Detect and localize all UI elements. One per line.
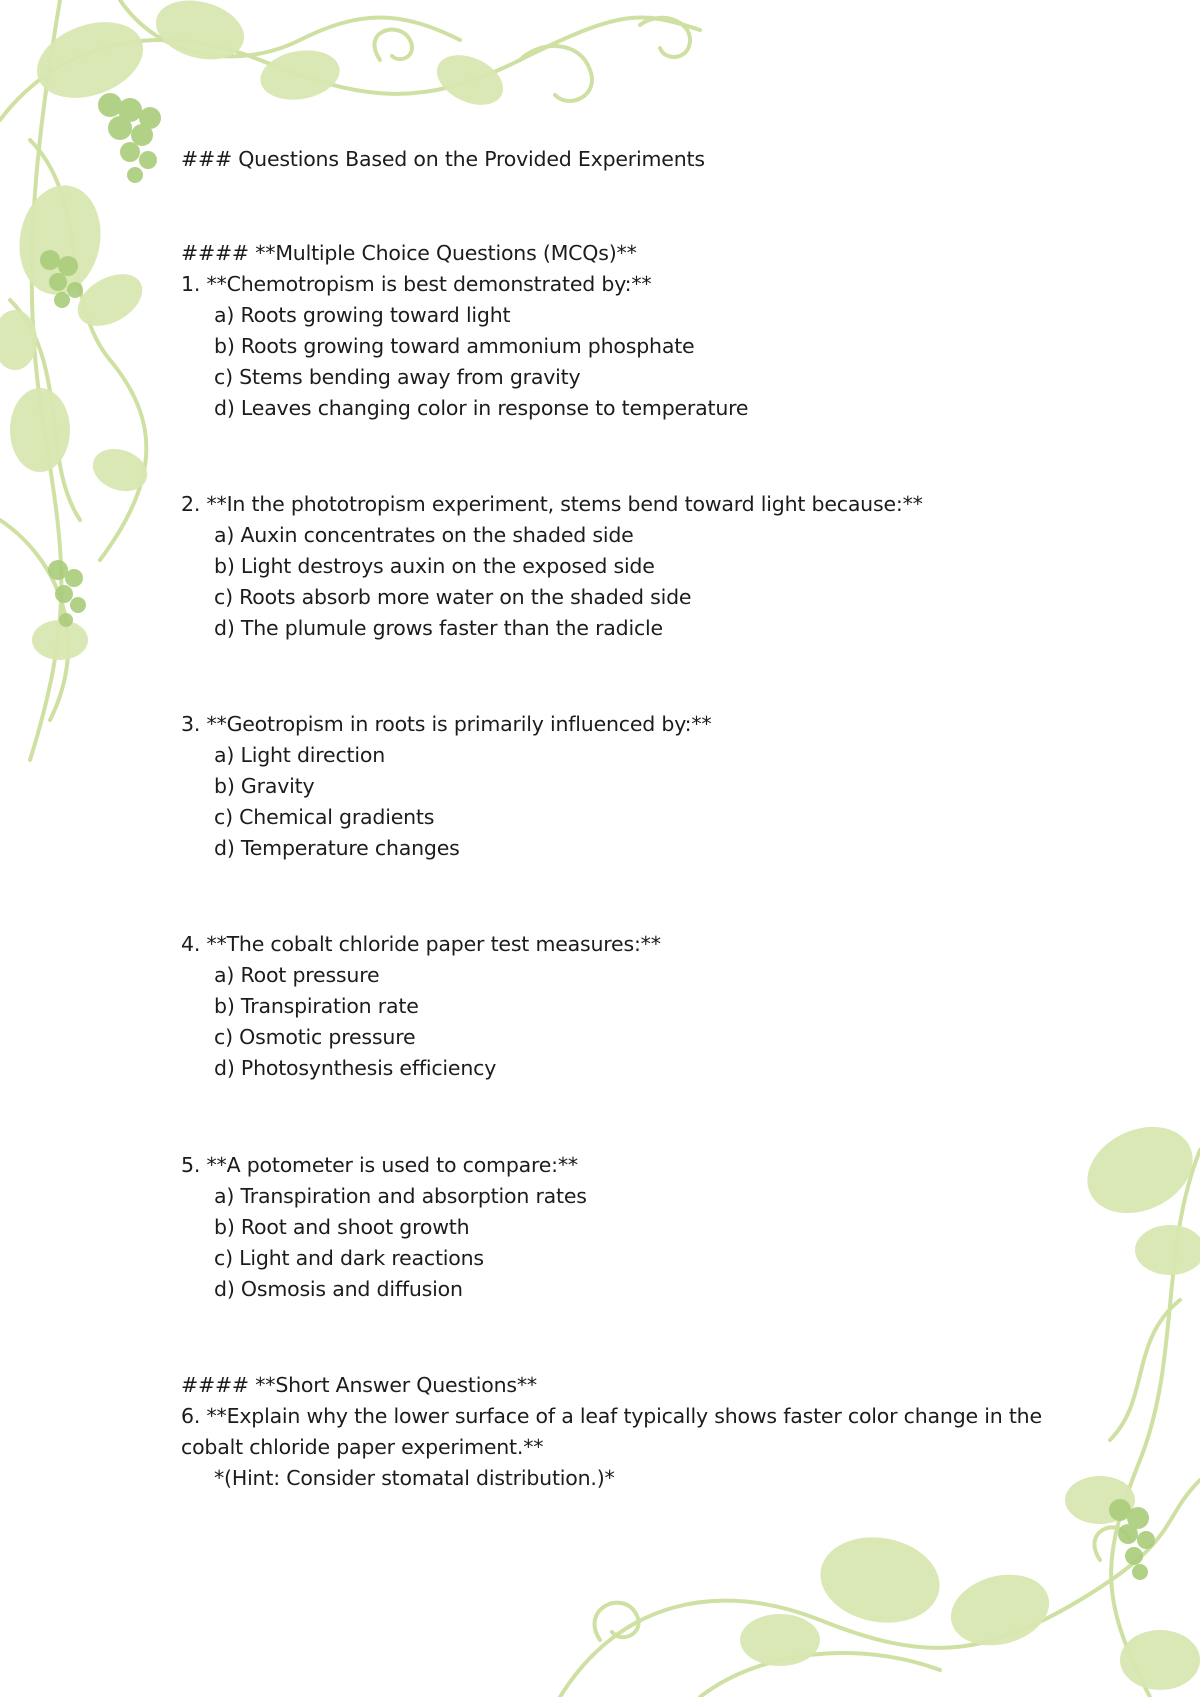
question-1-stem: 1. **Chemotropism is best demonstrated by:** [181, 272, 652, 296]
question-5-option-a: a) Transpiration and absorption rates [214, 1184, 587, 1208]
question-3-option-d: d) Temperature changes [214, 836, 460, 860]
question-5-option-b: b) Root and shoot growth [214, 1215, 470, 1239]
question-4-stem: 4. **The cobalt chloride paper test measures:** [181, 932, 661, 956]
question-1-option-a: a) Roots growing toward light [214, 303, 511, 327]
question-2-stem: 2. **In the phototropism experiment, stems bend toward light because:** [181, 492, 923, 516]
question-3-option-c: c) Chemical gradients [214, 805, 435, 829]
question-4-option-a: a) Root pressure [214, 963, 380, 987]
question-4-option-c: c) Osmotic pressure [214, 1025, 416, 1049]
question-6-hint: *(Hint: Consider stomatal distribution.)* [214, 1466, 615, 1490]
question-5-option-d: d) Osmosis and diffusion [214, 1277, 463, 1301]
question-1-option-b: b) Roots growing toward ammonium phosphate [214, 334, 695, 358]
question-4-option-b: b) Transpiration rate [214, 994, 419, 1018]
page-title: ### Questions Based on the Provided Experiments [181, 147, 705, 171]
question-6-stem-line-2: cobalt chloride paper experiment.** [181, 1435, 544, 1459]
question-3-option-b: b) Gravity [214, 774, 315, 798]
mcq-heading: #### **Multiple Choice Questions (MCQs)** [181, 241, 637, 265]
question-5-option-c: c) Light and dark reactions [214, 1246, 484, 1270]
question-2-option-c: c) Roots absorb more water on the shaded side [214, 585, 692, 609]
question-2-option-b: b) Light destroys auxin on the exposed side [214, 554, 655, 578]
question-1-option-c: c) Stems bending away from gravity [214, 365, 581, 389]
question-3-stem: 3. **Geotropism in roots is primarily influenced by:** [181, 712, 712, 736]
question-2-option-d: d) The plumule grows faster than the radicle [214, 616, 663, 640]
question-6-stem-line-1: 6. **Explain why the lower surface of a leaf typically shows faster color change in the [181, 1404, 1042, 1428]
question-1-option-d: d) Leaves changing color in response to temperature [214, 396, 749, 420]
short-answer-heading: #### **Short Answer Questions** [181, 1373, 537, 1397]
question-3-option-a: a) Light direction [214, 743, 385, 767]
question-4-option-d: d) Photosynthesis efficiency [214, 1056, 497, 1080]
question-5-stem: 5. **A potometer is used to compare:** [181, 1153, 578, 1177]
question-2-option-a: a) Auxin concentrates on the shaded side [214, 523, 634, 547]
